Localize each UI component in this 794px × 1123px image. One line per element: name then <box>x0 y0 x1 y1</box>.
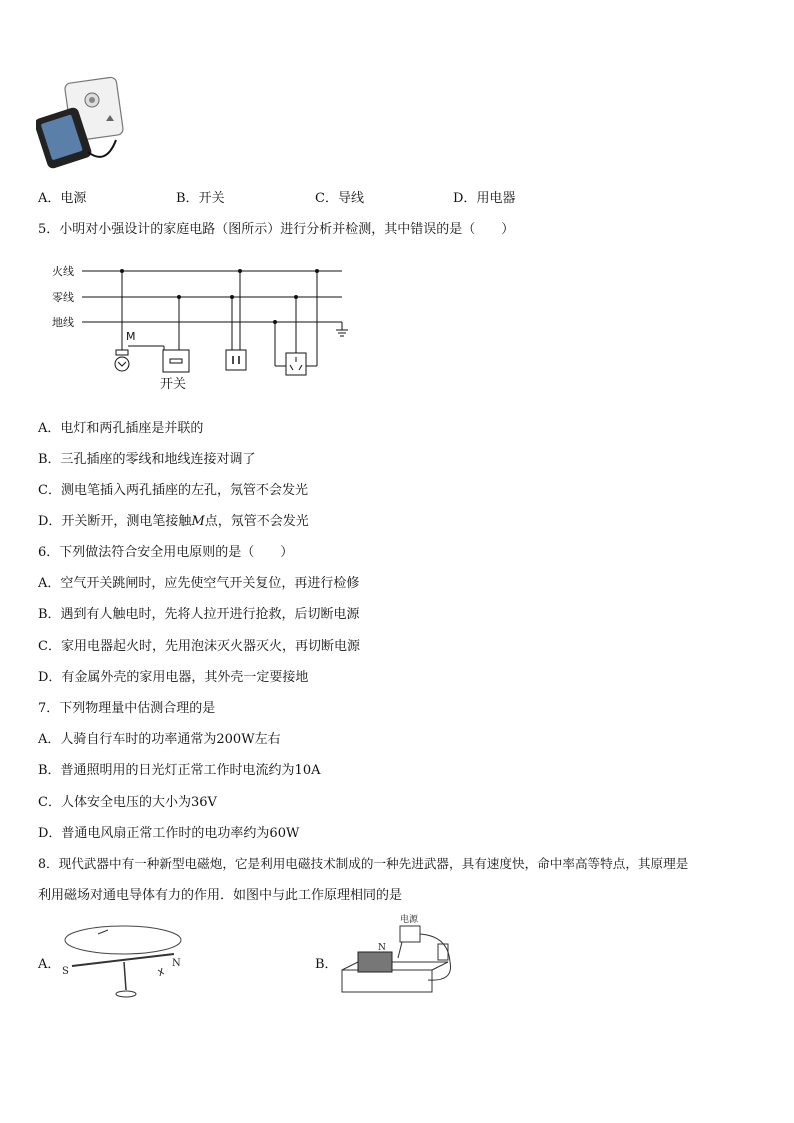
live-wire-label: 火线 <box>52 265 74 278</box>
motor-experiment-figure <box>338 912 468 1002</box>
q8-option-a: A． <box>38 957 61 972</box>
q6-option-b: B．遇到有人触电时，先将人拉开进行抢救，后切断电源 <box>38 607 360 622</box>
q6-option-a: A．空气开关跳闸时，应先使空气开关复位，再进行检修 <box>38 576 360 591</box>
q5-option-a: A．电灯和两孔插座是并联的 <box>38 421 204 436</box>
fig-b-n-label: N <box>378 943 386 953</box>
switch-label: 开关 <box>160 377 187 392</box>
q7-option-a: A．人骑自行车时的功率通常为200W左右 <box>38 732 281 747</box>
point-m-label: M <box>126 330 136 343</box>
q4-option-d: D．用电器 <box>453 191 516 206</box>
household-circuit-diagram <box>50 258 360 393</box>
q8-stem-line-1: 8．现代武器中有一种新型电磁炮，它是利用电磁技术制成的一种先进武器，具有速度快，命中率高等特点，其原理是 <box>38 856 689 871</box>
fig-a-n-label: N <box>172 958 181 969</box>
q6-option-d: D．有金属外壳的家用电器，其外壳一定要接地 <box>38 670 309 685</box>
q8-option-b: B． <box>315 957 338 972</box>
q5-stem: 5．小明对小强设计的家庭电路（图所示）进行分析并检测，其中错误的是（ ） <box>38 222 515 237</box>
q4-option-a: A．电源 <box>38 191 87 206</box>
fig-a-s-label: S <box>62 966 69 977</box>
q4-option-b: B．开关 <box>176 191 225 206</box>
q7-option-b: B．普通照明用的日光灯正常工作时电流约为10A <box>38 763 321 778</box>
conductor-rod-magnet-figure <box>58 918 188 1003</box>
fig-b-power-label: 电源 <box>400 915 419 925</box>
q7-option-d: D．普通电风扇正常工作时的电功率约为60W <box>38 826 300 841</box>
q4-option-c: C．导线 <box>315 191 364 206</box>
q8-stem-line-2: 利用磁场对通电导体有力的作用．如图中与此工作原理相同的是 <box>38 888 403 903</box>
q7-stem: 7．下列物理量中估测合理的是 <box>38 701 216 716</box>
q5-option-d: D．开关断开，测电笔接触M点，氖管不会发光 <box>38 514 309 529</box>
q6-option-c: C．家用电器起火时，先用泡沫灭火器灭火，再切断电源 <box>38 639 360 654</box>
ground-wire-label: 地线 <box>52 316 74 329</box>
q7-option-c: C．人体安全电压的大小为36V <box>38 795 217 810</box>
q5-option-b: B．三孔插座的零线和地线连接对调了 <box>38 452 256 467</box>
q5-option-c: C．测电笔插入两孔插座的左孔，氖管不会发光 <box>38 483 308 498</box>
phone-charger-image <box>36 76 126 176</box>
neutral-wire-label: 零线 <box>52 291 74 304</box>
q6-stem: 6．下列做法符合安全用电原则的是（ ） <box>38 545 294 560</box>
